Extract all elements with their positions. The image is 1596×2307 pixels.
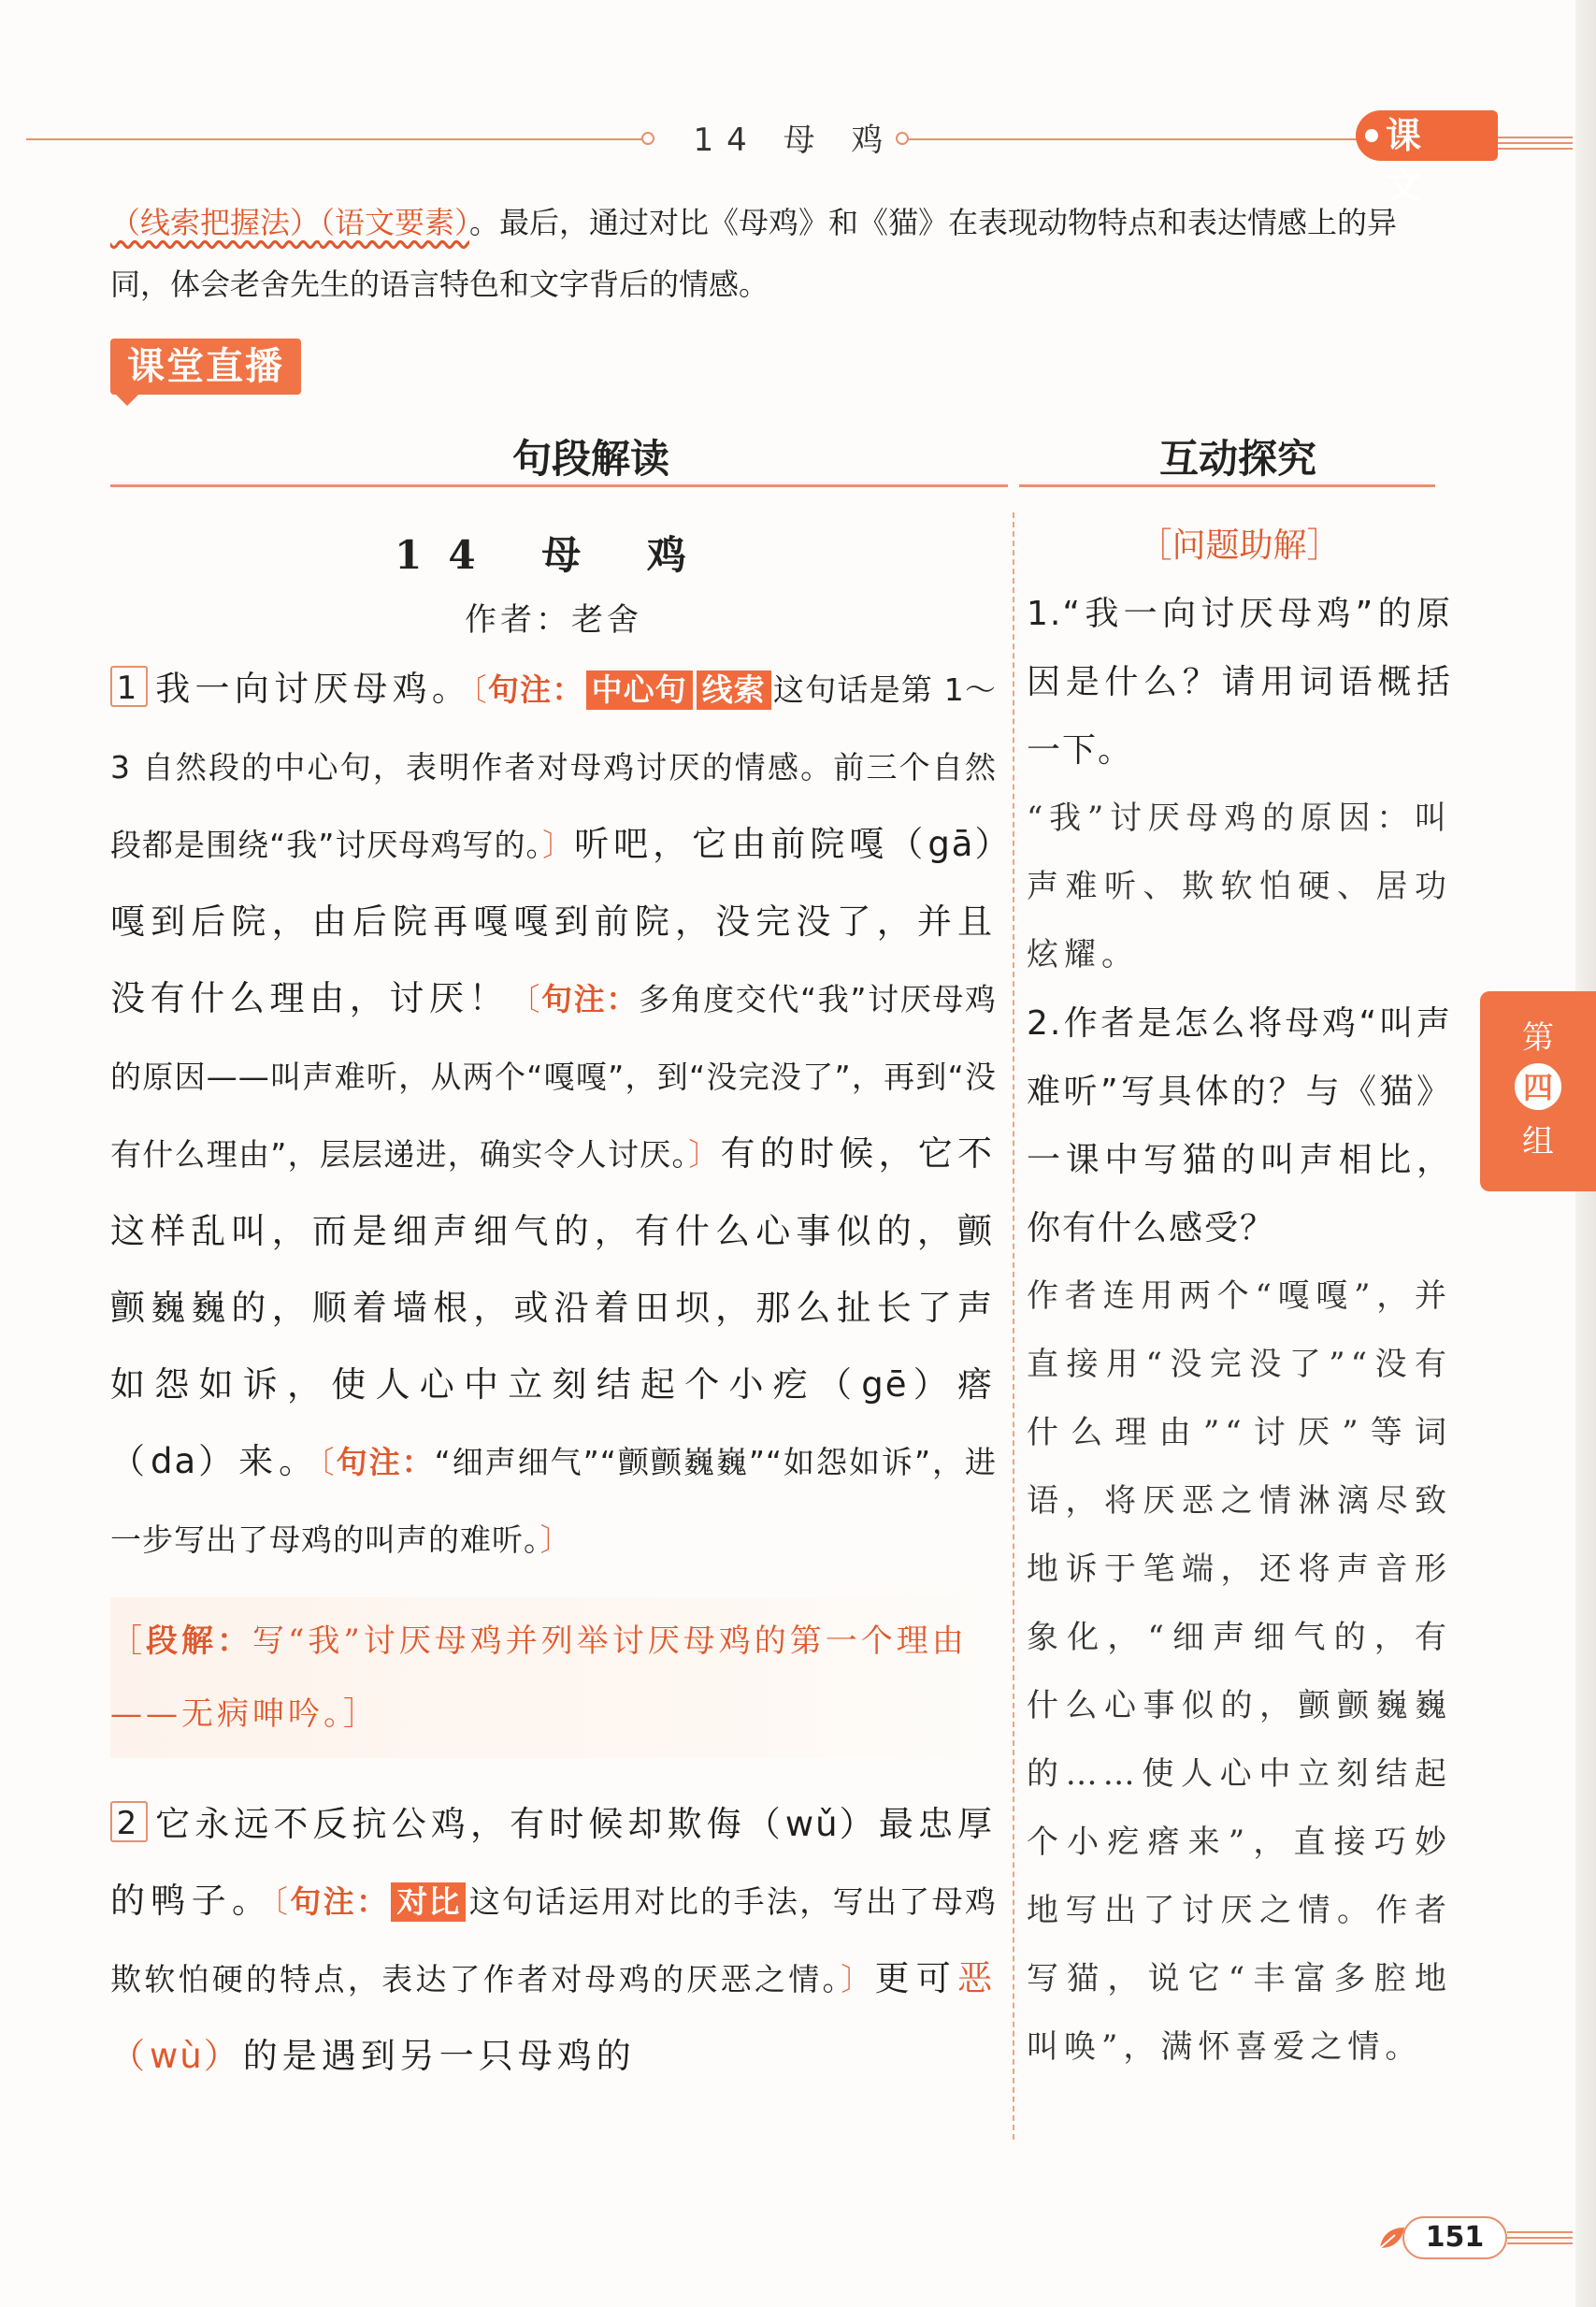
footer-stripes xyxy=(1507,2231,1573,2248)
intro-method-tag: （线索把握法） xyxy=(110,205,321,240)
para1-text-2: 听吧，它由前院嘎（ xyxy=(574,824,928,864)
note-label: 句注： xyxy=(290,1883,390,1920)
lesson-author: 作者：老舍 xyxy=(465,601,642,639)
para1-text-3c: ）来。 xyxy=(197,1441,320,1481)
tag-central-sentence: 中心句 xyxy=(586,670,693,710)
question-2: 2.作者是怎么将母鸡“叫声难听”写具体的？与《猫》一课中写猫的叫声相比，你有什么感受？ xyxy=(1027,1004,1452,1247)
paragraph-number-2: 2 xyxy=(110,1801,148,1842)
note-label: 句注： xyxy=(336,1444,435,1480)
left-column-title: 句段解读 xyxy=(512,436,670,482)
para2-text-1: 它永远不反抗公鸡，有时候却欺侮（ xyxy=(155,1804,785,1844)
intro-element-tag: （语文要素） xyxy=(320,205,470,240)
pinyin-ge: gē xyxy=(861,1364,909,1405)
paragraph-2: 2 它永远不反抗公鸡，有时候却欺侮（wǔ）最忠厚的鸭子。〔句注： 对比 这句话运用对比的手法，写出了母鸡欺软怕硬的特点，表达了作者对母鸡的厌恶之情。〕更可恶（wù）的是遇到另一只母鸡的 xyxy=(110,1786,997,2095)
header-lesson-title: 14 母 鸡 xyxy=(693,122,897,159)
tag-clue: 线索 xyxy=(697,670,771,710)
note-text: 这句话是第 1～3 自然段的中心句，表明作者对母鸡讨厌的情感。前三个自然段都是围绕“我”讨厌母鸡写的。 xyxy=(110,671,998,863)
tab-dot-icon xyxy=(1365,129,1378,142)
unit-tab-bottom: 组 xyxy=(1522,1123,1554,1161)
para2-text-2b: 的是遇到另一只母鸡的 xyxy=(242,2036,636,2076)
right-column-title: 互动探究 xyxy=(1159,436,1317,482)
section-banner: 课堂直播 xyxy=(110,339,301,395)
page-number: 151 xyxy=(1402,2216,1507,2259)
header-stripes xyxy=(1498,137,1573,153)
pinyin-wu4: wù xyxy=(150,2036,204,2076)
pinyin-da: da xyxy=(151,1441,198,1481)
question-1: 1.“我一向讨厌母鸡”的原因是什么？请用词语概括一下。 xyxy=(1027,595,1452,770)
note-label: 句注： xyxy=(487,671,584,708)
para1-sentence: 我一向讨厌母鸡。 xyxy=(155,669,472,709)
question-help-label: ［问题助解］ xyxy=(1138,526,1341,565)
para1-text-3: 有的时候，它不这样乱叫，而是细声细气的，有什么心事似的，颤颤巍巍的，顺着墙根，或沿着田坝，那么扯长了声如怨如诉，使人心中立刻结起个小疙（ xyxy=(110,1133,998,1405)
reading-column xyxy=(110,512,997,2095)
note-label: 句注： xyxy=(540,981,639,1017)
right-column-rule xyxy=(1019,484,1435,487)
lesson-title: 14 母 鸡 xyxy=(395,532,712,578)
header-dot-left xyxy=(641,132,654,145)
para2-text-2: 更可 xyxy=(874,1958,958,1998)
annotated-char-wu: 恶 xyxy=(957,1958,998,1998)
note-text: 这句话运用对比的手法，写出了母鸡欺软怕硬的特点，表达了作者对母鸡的厌恶之情。 xyxy=(110,1883,998,1997)
category-tab-label: 课 文 xyxy=(1386,115,1433,207)
unit-tab-top: 第 xyxy=(1522,1019,1554,1057)
header-rule-right xyxy=(907,138,1358,140)
para1-text-3b: ）瘩（ xyxy=(110,1364,997,1481)
paragraph-1: 1 我一向讨厌母鸡。〔句注： 中心句 线索 这句话是第 1～3 自然段的中心句，表明作者对母鸡讨厌的情感。前三个自然段都是围绕“我”讨厌母鸡写的。〕听吧，它由前院嘎（gā）嘎到后院，由后院再嘎嘎到前院，没完没了，并且没有什么理由，讨厌！〔句注：多角度交代“我”讨厌母鸡的原因——叫声难听，从两个“嘎嘎”，到“没完没了”，再到“没有什么理由”，层层递进，确实令人讨厌。〕有的时候，它不这样乱叫，而是细声细气的，有什么心事似的，颤颤巍巍的，顺着墙根，或沿着田坝，那么扯长了声如怨如诉，使人心中立刻结起个小疙（gē）瘩（da）来。〔句注：“细声细气”“颤颤巍巍”“如怨如诉”，进一步写出了母鸡的叫声的难听。〕 xyxy=(110,651,997,1579)
paragraph-number-1: 1 xyxy=(110,666,148,707)
answer-2: 作者连用两个“嘎嘎”，并直接用“没完没了”“没有什么理由”“讨厌”等词语，将厌恶之情淋漓尽致地诉于笔端，还将声音形象化，“细声细气的，有什么心事似的，颤颤巍巍的……使人心中立刻结起个小疙瘩来”，直接巧妙地写出了讨厌之情。作者写猫，说它“丰富多腔地叫唤”，满怀喜爱之情。 xyxy=(1027,1277,1452,2066)
question-column xyxy=(1027,512,1452,2082)
pinyin-wu3: wǔ xyxy=(784,1804,840,1844)
note-text: “细声细气”“颤颤巍巍”“如怨如诉”，进一步写出了母鸡的叫声的难听。 xyxy=(110,1444,998,1558)
answer-1: “我”讨厌母鸡的原因：叫声难听、欺软怕硬、居功炫耀。 xyxy=(1027,800,1452,973)
header-rule-left xyxy=(26,138,648,140)
tag-contrast: 对比 xyxy=(391,1882,466,1922)
unit-side-tab xyxy=(1480,991,1596,1191)
intro-text-1: 。最后，通过对比《母鸡》和《猫》在表现动物特点和表达情感上的异 xyxy=(469,205,1398,240)
intro-text-2: 同，体会老舍先生的语言特色和文字背后的情感。 xyxy=(110,267,769,302)
para1-text-2b: ）嘎到后院，由后院再嘎嘎到前院，没完没了，并且没有什么理由，讨厌！ xyxy=(110,824,998,1018)
category-tab xyxy=(1356,110,1498,207)
paragraph-analysis: ［段解：写“我”讨厌母鸡并列举讨厌母鸡的第一个理由——无病呻吟。］ xyxy=(110,1597,997,1758)
note-text: 多角度交代“我”讨厌母鸡的原因——叫声难听，从两个“嘎嘎”，到“没完没了”，再到“没有什么理由”，层层递进，确实令人讨厌。 xyxy=(110,981,998,1173)
analysis-label: 段解： xyxy=(146,1622,252,1660)
column-divider xyxy=(1013,512,1014,2140)
unit-number-badge: 四 xyxy=(1515,1063,1561,1110)
left-column-rule xyxy=(110,484,1008,487)
para2-text-1b: ）最忠厚的鸭子。 xyxy=(110,1804,998,1921)
pinyin-ga: gā xyxy=(927,824,975,864)
intro-paragraph xyxy=(110,192,1447,315)
analysis-text: 写“我”讨厌母鸡并列举讨厌母鸡的第一个理由——无病呻吟。 xyxy=(110,1622,968,1733)
